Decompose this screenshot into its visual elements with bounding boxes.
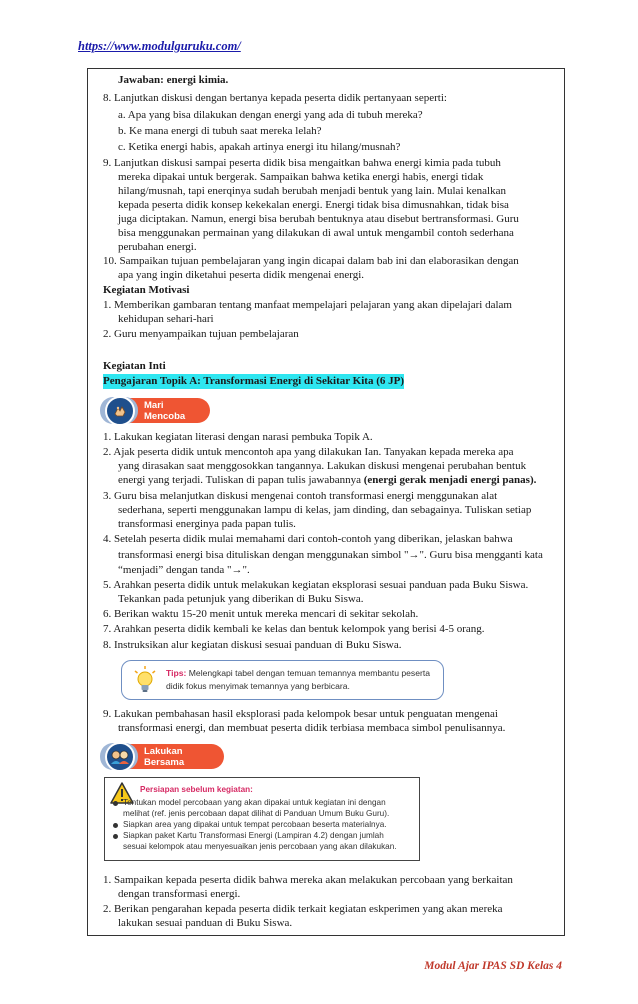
preparation-title: Persiapan sebelum kegiatan:: [140, 785, 253, 794]
footer-title: Modul Ajar IPAS SD Kelas 4: [424, 960, 562, 972]
list-item: 1. Lakukan kegiatan literasi dengan narasi pembuka Topik A.: [103, 431, 373, 443]
tips-text-1: Melengkapi tabel dengan temuan temannya membantu peserta: [188, 668, 431, 678]
preparation-line: melihat (ref. jenis percobaan dapat dilihat di Panduan Umum Buku Guru).: [123, 809, 390, 818]
list-item: c. Ketika energi habis, apakah artinya energi itu hilang/musnah?: [118, 141, 401, 153]
paragraph-line: hilang/musnah, tapi enerqinya sudah berubah menjadi bentuk yang lain. Mulai kenalkan: [118, 185, 506, 197]
preparation-line: sesuai kelompok atau menyesuaikan jenis percobaan yang akan dilakukan.: [123, 842, 397, 851]
header-url[interactable]: https://www.modulguruku.com/: [78, 39, 241, 53]
paragraph-line: perubahan energi.: [118, 241, 197, 253]
paragraph-line: mereka dipakai untuk bergerak. Sampaikan bahwa ketika energi habis, energi tidak: [118, 171, 484, 183]
paragraph-line: sederhana, seperti menggunakan lampu di kelas, jam dinding, dan sebagainya. Tuliskan setiap: [118, 504, 532, 516]
list-item: 1. Sampaikan kepada peserta didik bahwa mereka akan melakukan percobaan yang berkaitan: [103, 874, 513, 886]
list-item: 8. Lanjutkan diskusi dengan bertanya kepada peserta didik pertanyaan seperti:: [103, 92, 447, 104]
bullet-dot: [113, 801, 118, 806]
list-item: 7. Arahkan peserta didik kembali ke kelas dan bentuk kelompok yang berisi 4-5 orang.: [103, 623, 485, 635]
list-item: 8. Instruksikan alur kegiatan diskusi sesuai panduan di Buku Siswa.: [103, 639, 402, 651]
paragraph-line: lakukan sesuai panduan di Buku Siswa.: [118, 917, 293, 929]
preparation-line: Tentukan model percobaan yang akan dipakai untuk kegiatan ini dengan: [123, 798, 386, 807]
tips-text-2: didik fokus menyimak temannya yang berbicara.: [166, 681, 350, 691]
hand-gesture-icon: [105, 396, 135, 426]
list-item: 2. Guru menyampaikan tujuan pembelajaran: [103, 328, 299, 340]
paragraph-line: transformasi energi bisa dituliskan dengan menggunakan simbol "→". Guru bisa mengganti kata: [118, 549, 543, 561]
paragraph-line: kehidupan sehari-hari: [118, 313, 214, 325]
paragraph-line: Tekankan pada petunjuk yang diberikan di Buku Siswa.: [118, 593, 364, 605]
paragraph-line: kepada peserta didik konsep kekekalan energi. Energi tidak bisa dimusnahkan, tidak bisa: [118, 199, 509, 211]
tips-label: Tips:: [166, 668, 187, 678]
section-heading: Kegiatan Inti: [103, 360, 166, 372]
preparation-line: Siapkan area yang dipakai untuk tempat percobaan beserta materialnya.: [123, 820, 387, 829]
group-people-icon: [105, 742, 135, 772]
mari-mencoba-badge: [104, 398, 210, 423]
paragraph-line: transformasi energinya pada papan tulis.: [118, 518, 296, 530]
tips-box: [121, 660, 444, 700]
section-heading: Kegiatan Motivasi: [103, 284, 190, 296]
answer-line: Jawaban: energi kimia.: [118, 74, 229, 86]
paragraph-line: transformasi energi, dan membuat peserta didik terbiasa membaca simbol penulisannya.: [118, 722, 506, 734]
preparation-box: [104, 777, 420, 861]
paragraph-line: dengan transformasi energi.: [118, 888, 241, 900]
list-item: 10. Sampaikan tujuan pembelajaran yang ingin dicapai dalam bab ini dan elaborasikan dengan: [103, 255, 519, 267]
lightbulb-icon: [132, 665, 158, 697]
tips-line-1: [166, 668, 430, 678]
list-item: 4. Setelah peserta didik mulai memahami dari contoh-contoh yang diberikan, jelaskan bahwa: [103, 533, 513, 545]
list-item: b. Ke mana energi di tubuh saat mereka lelah?: [118, 125, 322, 137]
list-item: 5. Arahkan peserta didik untuk melakukan kegiatan eksplorasi sesuai panduan pada Buku Siswa.: [103, 579, 529, 591]
mari-mencoba-label: Mari Mencoba: [144, 399, 186, 422]
list-item: 9. Lanjutkan diskusi sampai peserta didik bisa mengaitkan bahwa energi kimia pada tubuh: [103, 157, 501, 169]
preparation-line: Siapkan paket Kartu Transformasi Energi (Lampiran 4.2) dengan jumlah: [123, 831, 384, 840]
list-item: 3. Guru bisa melanjutkan diskusi mengenai contoh transformasi energi menggunakan alat: [103, 490, 498, 502]
text-segment: energi yang terjadi. Tuliskan di papan tulis jawabannya: [118, 474, 364, 486]
list-item: 6. Berikan waktu 15-20 menit untuk mereka mencari di sekitar sekolah.: [103, 608, 419, 620]
paragraph-line: [118, 473, 536, 488]
lakukan-bersama-label: Lakukan Bersama: [144, 745, 185, 768]
paragraph-line: “menjadi” dengan tanda "→".: [118, 564, 250, 576]
list-item: 2. Ajak peserta didik untuk mencontoh apa yang dilakukan Ian. Tanyakan kepada mereka apa: [103, 446, 514, 458]
list-item: 1. Memberikan gambaran tentang manfaat mempelajari pelajaran yang akan dipelajari dalam: [103, 299, 512, 311]
paragraph-line: apa yang ingin diketahui peserta didik mengenai energi.: [118, 269, 364, 281]
paragraph-line: yang dirasakan saat menggosokkan tangannya. Lakukan diskusi mengenai perubahan bentuk: [118, 460, 527, 472]
paragraph-line: bisa menggunakan permainan yang dilakukan di awal untuk mengambil contoh sederhana: [118, 227, 514, 239]
list-item: 2. Berikan pengarahan kepada peserta didik terkait kegiatan eskperimen yang akan mereka: [103, 903, 503, 915]
paragraph-line: juga diciptakan. Namun, energi bisa berubah bentuknya atau disebut bertransformasi. Guru: [118, 213, 519, 225]
list-item: a. Apa yang bisa dilakukan dengan energi yang ada di tubuh mereka?: [118, 109, 423, 121]
list-item: 9. Lakukan pembahasan hasil eksplorasi pada kelompok besar untuk penguatan mengenai: [103, 708, 498, 720]
lakukan-bersama-badge: [104, 744, 224, 769]
topic-heading-highlight: Pengajaran Topik A: Transformasi Energi di Sekitar Kita (6 JP): [103, 375, 404, 387]
answer-emphasis: (energi gerak menjadi energi panas).: [363, 474, 537, 486]
bullet-dot: [113, 823, 118, 828]
bullet-dot: [113, 834, 118, 839]
